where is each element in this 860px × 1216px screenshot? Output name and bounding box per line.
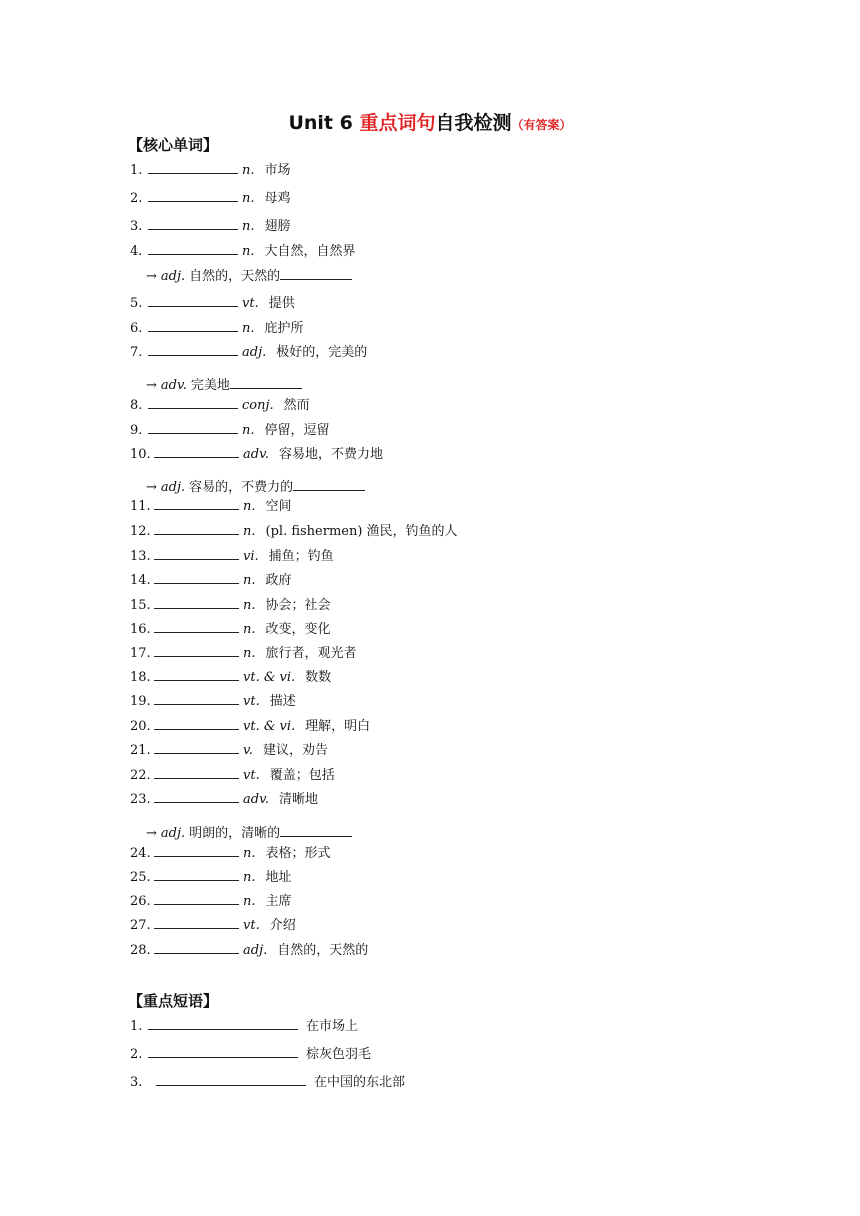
word-row <box>130 891 292 911</box>
item-number: 23. <box>130 792 151 807</box>
word-row <box>130 716 370 736</box>
word-row <box>130 444 383 464</box>
part-of-speech: vt. <box>243 694 260 709</box>
word-meaning: 建议，劝告 <box>262 743 328 758</box>
part-of-speech: vi. <box>243 549 259 564</box>
phrase-row <box>130 1072 405 1092</box>
item-number: 27. <box>130 918 151 933</box>
word-row <box>130 160 291 180</box>
answer-blank[interactable] <box>230 375 302 389</box>
title-unit: Unit 6 <box>288 112 360 134</box>
part-of-speech: n. <box>243 573 256 588</box>
part-of-speech: n. <box>242 219 255 234</box>
word-row <box>130 546 334 566</box>
item-number: 20. <box>130 719 151 734</box>
word-row <box>130 843 331 863</box>
part-of-speech: adj. <box>160 269 186 284</box>
word-row <box>130 915 296 935</box>
word-row <box>130 241 356 261</box>
phrase-meaning: 棕灰色羽毛 <box>306 1047 372 1062</box>
answer-blank[interactable] <box>148 342 238 356</box>
part-of-speech: adv. <box>243 447 270 462</box>
answer-blank[interactable] <box>154 843 239 857</box>
item-number: 6. <box>130 321 143 336</box>
word-meaning: 数数 <box>305 670 332 685</box>
item-number: 21. <box>130 743 151 758</box>
word-row <box>130 318 304 338</box>
part-of-speech: n. <box>243 894 256 909</box>
item-number: 1. <box>130 163 143 178</box>
word-row <box>130 420 330 440</box>
word-row <box>130 521 458 541</box>
part-of-speech: adj. <box>160 480 186 495</box>
word-row <box>130 395 310 415</box>
word-meaning: 政府 <box>265 573 292 588</box>
item-number: 28. <box>130 943 151 958</box>
item-number: 5. <box>130 296 143 311</box>
item-number: 14. <box>130 573 151 588</box>
word-meaning: 市场 <box>264 163 291 178</box>
part-of-speech: vt. & vi. <box>243 719 296 734</box>
word-meaning: 大自然，自然界 <box>264 244 356 259</box>
part-of-speech: n. <box>242 423 255 438</box>
word-meaning: 庇护所 <box>264 321 304 336</box>
word-meaning: 改变，变化 <box>265 622 331 637</box>
answer-blank[interactable] <box>148 160 238 174</box>
answer-blank[interactable] <box>280 266 352 280</box>
word-meaning: 主席 <box>265 894 292 909</box>
answer-blank[interactable] <box>154 546 239 560</box>
word-meaning: 旅行者，观光者 <box>265 646 357 661</box>
item-number: 19. <box>130 694 151 709</box>
answer-blank[interactable] <box>154 521 239 535</box>
word-meaning: 协会；社会 <box>265 598 331 613</box>
part-of-speech: vt. & vi. <box>243 670 296 685</box>
part-of-speech: n. <box>243 499 256 514</box>
part-of-speech: conj. <box>242 398 274 413</box>
derivation-row <box>146 266 352 286</box>
item-number: 9. <box>130 423 143 438</box>
answer-blank[interactable] <box>154 667 239 681</box>
word-row <box>130 765 335 785</box>
phrase-row <box>130 1016 358 1036</box>
derivation-meaning: 容易的，不费力的 <box>189 480 294 495</box>
word-row <box>130 188 291 208</box>
part-of-speech: n. <box>243 622 256 637</box>
item-number: 1. <box>130 1019 143 1034</box>
part-of-speech: adj. <box>160 826 186 841</box>
item-number: 24. <box>130 846 151 861</box>
arrow-icon: → <box>146 269 157 284</box>
item-number: 3. <box>130 1075 143 1090</box>
answer-blank[interactable] <box>280 823 352 837</box>
arrow-icon: → <box>146 378 157 393</box>
part-of-speech: n. <box>243 870 256 885</box>
item-number: 7. <box>130 345 143 360</box>
part-of-speech: adj. <box>243 943 268 958</box>
item-number: 10. <box>130 447 151 462</box>
part-of-speech: vt. <box>243 918 260 933</box>
answer-blank[interactable] <box>148 420 238 434</box>
part-of-speech: n. <box>243 646 256 661</box>
item-number: 11. <box>130 499 151 514</box>
answer-blank[interactable] <box>148 293 238 307</box>
part-of-speech: vt. <box>243 768 260 783</box>
word-meaning: 提供 <box>268 296 295 311</box>
derivation-meaning: 完美地 <box>190 378 230 393</box>
word-row <box>130 570 292 590</box>
answer-blank[interactable] <box>154 595 239 609</box>
word-meaning: 介绍 <box>269 918 296 933</box>
word-meaning: 母鸡 <box>264 191 291 206</box>
answer-blank[interactable] <box>154 740 239 754</box>
word-row <box>130 595 331 615</box>
word-meaning: 自然的，天然的 <box>277 943 369 958</box>
answer-blank[interactable] <box>148 216 238 230</box>
word-meaning: 然而 <box>283 398 310 413</box>
word-meaning: 地址 <box>265 870 292 885</box>
word-row <box>130 216 291 236</box>
answer-blank[interactable] <box>154 570 239 584</box>
title-self-test: 自我检测 <box>435 112 512 134</box>
part-of-speech: n. <box>242 163 255 178</box>
item-number: 25. <box>130 870 151 885</box>
answer-blank[interactable] <box>154 891 239 905</box>
word-meaning: 容易地，不费力地 <box>279 447 384 462</box>
word-meaning: 空间 <box>265 499 292 514</box>
answer-blank[interactable] <box>154 444 239 458</box>
word-meaning: 理解，明白 <box>305 719 371 734</box>
word-row <box>130 940 368 960</box>
word-meaning: 清晰地 <box>279 792 319 807</box>
answer-blank[interactable] <box>154 691 239 705</box>
item-number: 16. <box>130 622 151 637</box>
answer-blank[interactable] <box>156 1072 306 1086</box>
word-row <box>130 789 318 809</box>
part-of-speech: n. <box>243 846 256 861</box>
section-key-phrases-heading: 【重点短语】 <box>128 992 219 1010</box>
word-meaning: 覆盖；包括 <box>269 768 335 783</box>
part-of-speech: n. <box>242 244 255 259</box>
answer-blank[interactable] <box>293 477 365 491</box>
derivation-row <box>146 375 302 395</box>
item-number: 4. <box>130 244 143 259</box>
answer-blank[interactable] <box>154 867 239 881</box>
title-answer-note: （有答案） <box>511 118 572 132</box>
word-meaning: 表格；形式 <box>265 846 331 861</box>
derivation-row <box>146 477 365 497</box>
answer-blank[interactable] <box>154 940 239 954</box>
word-row <box>130 740 328 760</box>
part-of-speech: vt. <box>242 296 259 311</box>
word-meaning: (pl. fishermen) 渔民，钓鱼的人 <box>265 524 458 539</box>
item-number: 18. <box>130 670 151 685</box>
answer-blank[interactable] <box>148 188 238 202</box>
item-number: 22. <box>130 768 151 783</box>
answer-blank[interactable] <box>154 619 239 633</box>
word-row <box>130 496 292 516</box>
word-meaning: 描述 <box>269 694 296 709</box>
part-of-speech: n. <box>242 191 255 206</box>
item-number: 15. <box>130 598 151 613</box>
answer-blank[interactable] <box>154 716 239 730</box>
word-row <box>130 293 295 313</box>
answer-blank[interactable] <box>154 496 239 510</box>
item-number: 2. <box>130 191 143 206</box>
page-title <box>0 108 860 135</box>
word-row <box>130 619 331 639</box>
item-number: 13. <box>130 549 151 564</box>
item-number: 26. <box>130 894 151 909</box>
answer-blank[interactable] <box>148 1016 298 1030</box>
derivation-row <box>146 823 352 843</box>
word-row <box>130 643 357 663</box>
item-number: 12. <box>130 524 151 539</box>
part-of-speech: adj. <box>242 345 267 360</box>
item-number: 17. <box>130 646 151 661</box>
word-meaning: 停留，逗留 <box>264 423 330 438</box>
answer-blank[interactable] <box>154 765 239 779</box>
word-row <box>130 667 331 687</box>
arrow-icon: → <box>146 826 157 841</box>
part-of-speech: adv. <box>243 792 270 807</box>
part-of-speech: adv. <box>160 378 187 393</box>
derivation-meaning: 明朗的，清晰的 <box>189 826 281 841</box>
part-of-speech: n. <box>243 598 256 613</box>
phrase-meaning: 在市场上 <box>306 1019 359 1034</box>
word-row <box>130 867 292 887</box>
derivation-meaning: 自然的，天然的 <box>189 269 281 284</box>
answer-blank[interactable] <box>154 789 239 803</box>
word-meaning: 捕鱼；钓鱼 <box>268 549 334 564</box>
word-meaning: 翅膀 <box>264 219 291 234</box>
section-core-words-heading: 【核心单词】 <box>128 136 219 154</box>
part-of-speech: v. <box>243 743 253 758</box>
answer-blank[interactable] <box>148 395 238 409</box>
word-row <box>130 342 367 362</box>
part-of-speech: n. <box>243 524 256 539</box>
phrase-meaning: 在中国的东北部 <box>314 1075 406 1090</box>
answer-blank[interactable] <box>154 915 239 929</box>
item-number: 3. <box>130 219 143 234</box>
arrow-icon: → <box>146 480 157 495</box>
item-number: 2. <box>130 1047 143 1062</box>
title-key-words: 重点词句 <box>359 112 436 134</box>
word-meaning: 极好的，完美的 <box>276 345 368 360</box>
word-row <box>130 691 296 711</box>
answer-blank[interactable] <box>154 643 239 657</box>
phrase-row <box>130 1044 371 1064</box>
answer-blank[interactable] <box>148 1044 298 1058</box>
item-number: 8. <box>130 398 143 413</box>
part-of-speech: n. <box>242 321 255 336</box>
answer-blank[interactable] <box>148 318 238 332</box>
answer-blank[interactable] <box>148 241 238 255</box>
